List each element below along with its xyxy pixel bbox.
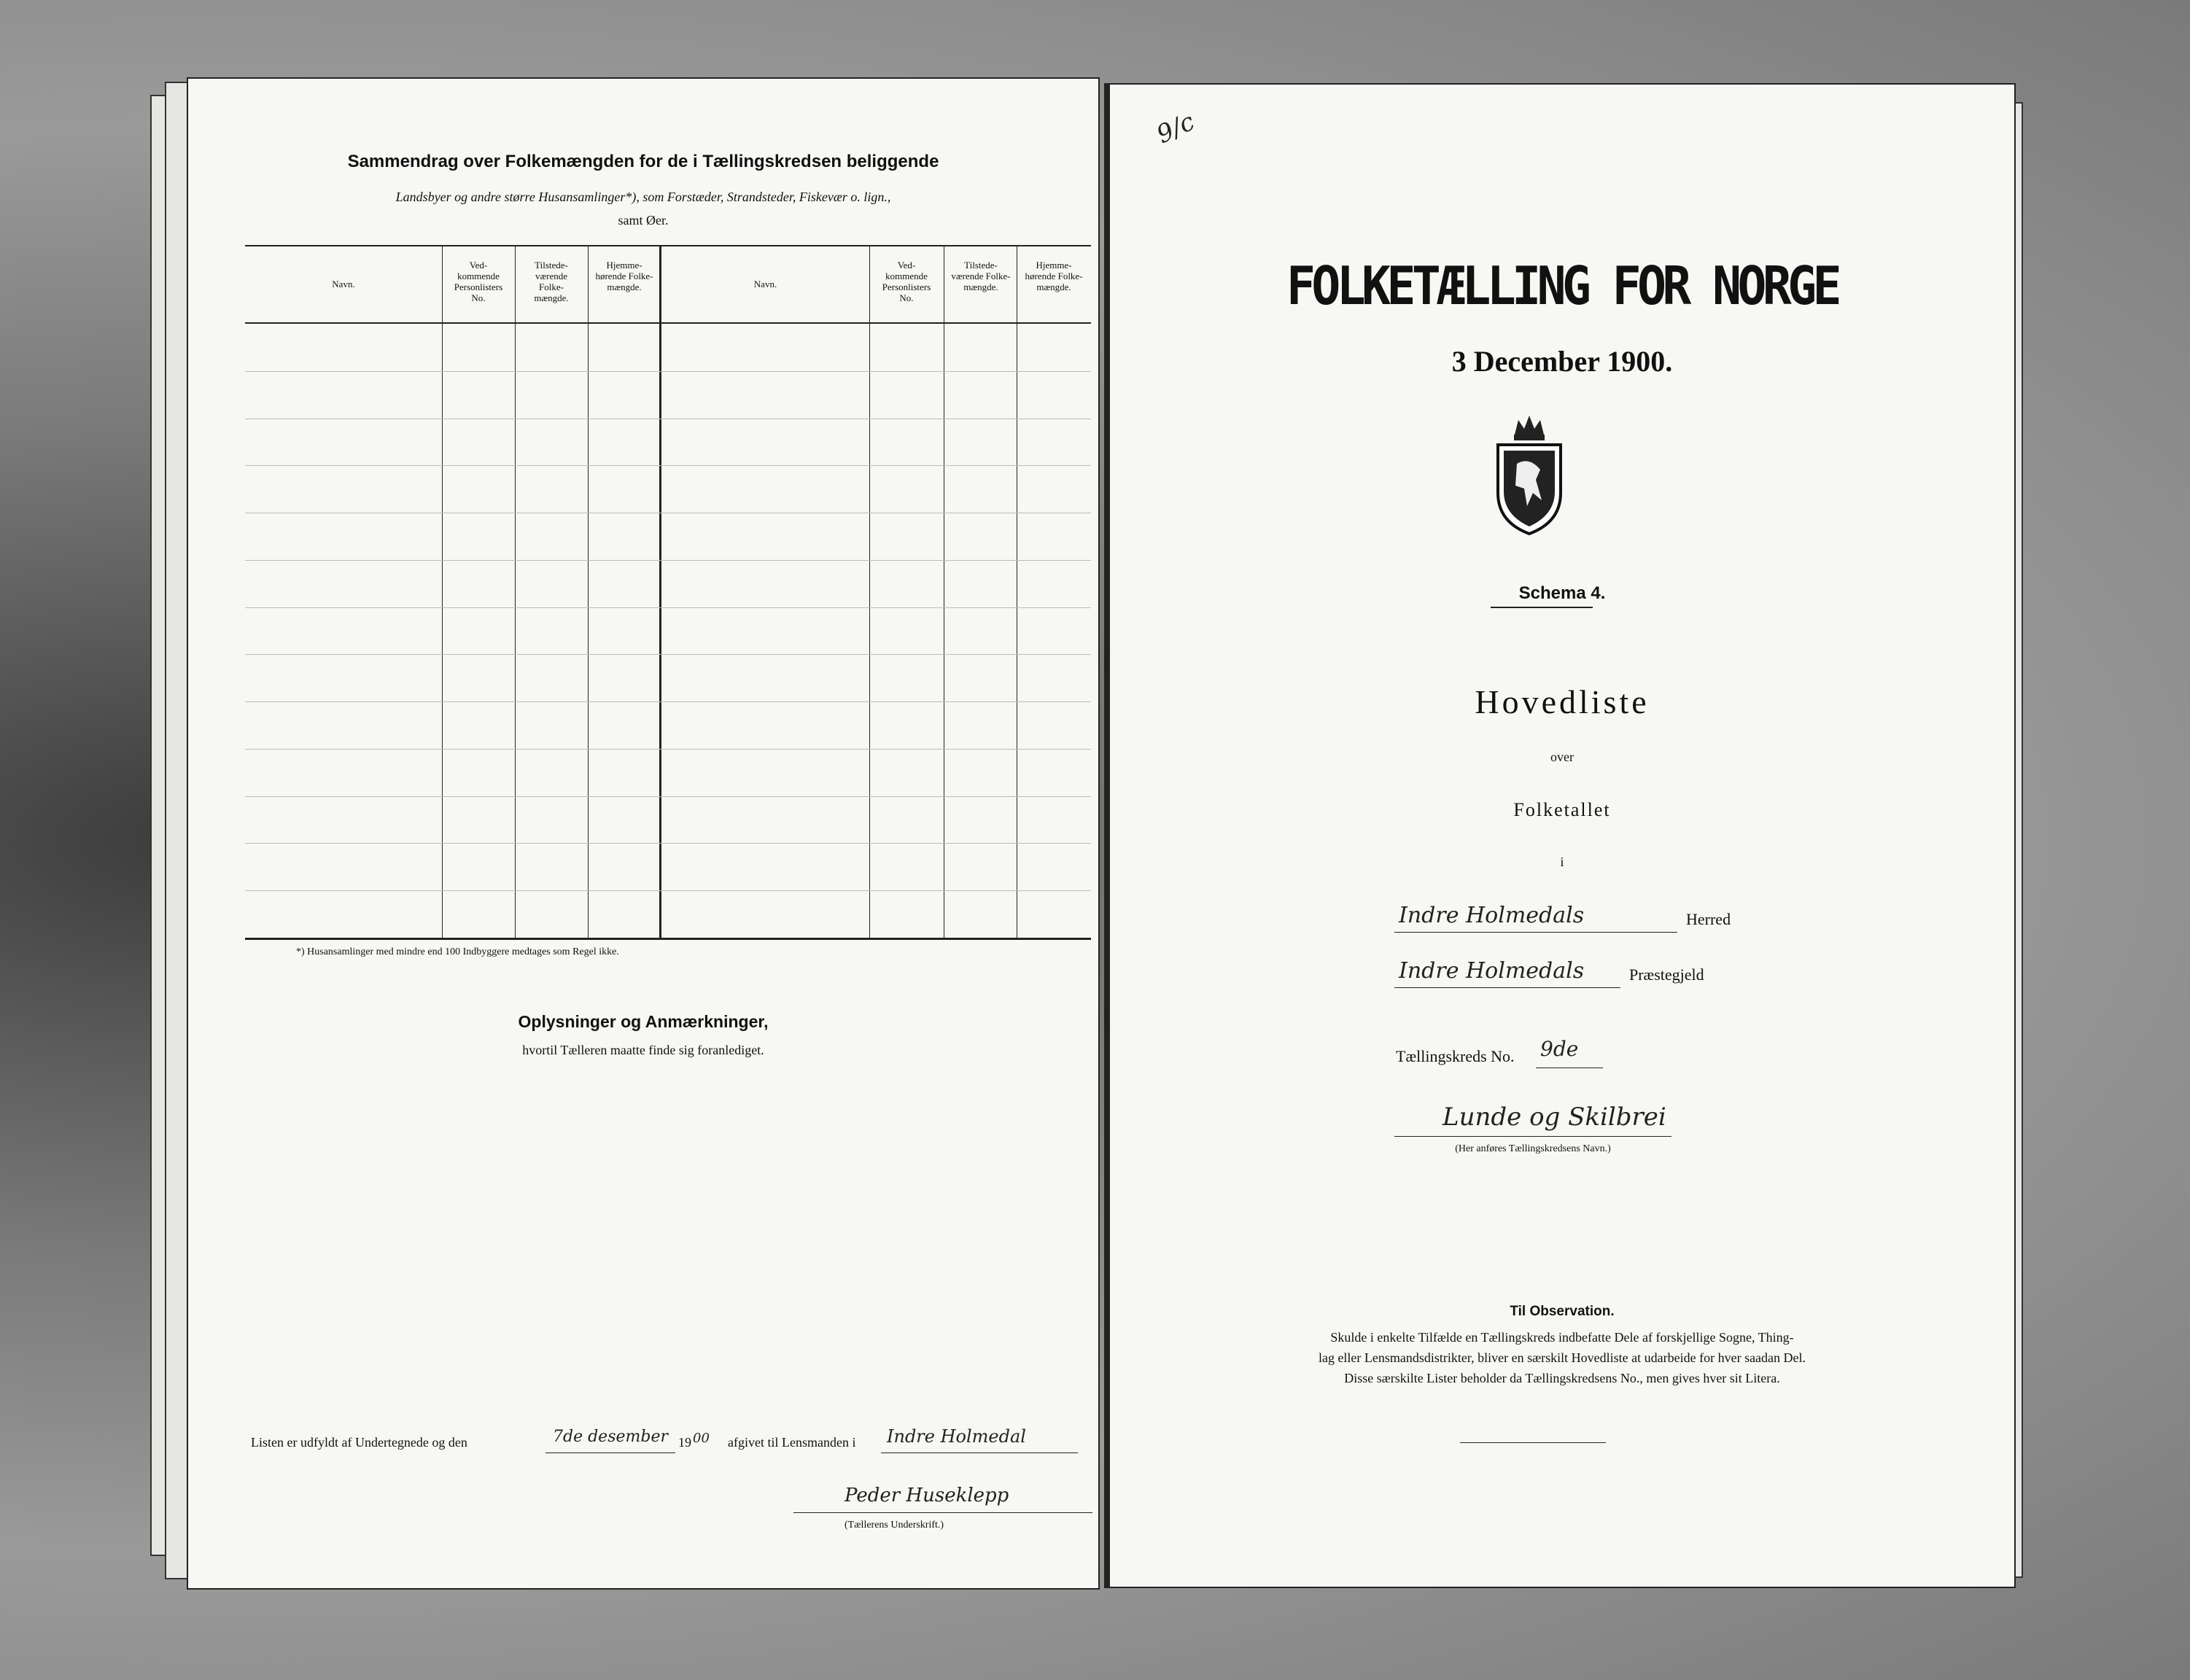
- table-row: [245, 796, 1091, 797]
- table-row: [245, 749, 1091, 750]
- kreds-name-caption: (Her anføres Tællingskredsens Navn.): [1455, 1143, 1611, 1154]
- census-title: FOLKETÆLLING FOR NORGE: [1286, 255, 1838, 316]
- header-hjemme-2: Hjemme-hørende Folke-mængde.: [1025, 260, 1083, 292]
- observation-title: Til Observation.: [1510, 1304, 1615, 1319]
- header-personlisters-1: Ved-kommende Personlisters No.: [454, 260, 503, 303]
- enumerator-signature: Peder Huseklepp: [844, 1485, 1009, 1506]
- signature-caption: (Tællerens Underskrift.): [844, 1520, 944, 1531]
- year-prefix: 19: [678, 1435, 691, 1450]
- kreds-number-handwritten: 9de: [1540, 1037, 1579, 1061]
- summary-table: [245, 245, 1091, 939]
- remarks-title: Oplysninger og Anmærkninger,: [518, 1012, 769, 1031]
- header-personlisters-2: Ved-kommende Personlisters No.: [882, 260, 931, 303]
- hovedliste-title: Hovedliste: [1475, 683, 1650, 720]
- i-label: i: [1560, 855, 1564, 869]
- table-row: [245, 843, 1091, 844]
- herred-handwritten: Indre Holmedals: [1399, 903, 1585, 928]
- summary-title: Sammendrag over Folkemængden for de i Tællingskredsen beliggende: [347, 152, 939, 171]
- table-row: [245, 654, 1091, 655]
- table-row: [245, 701, 1091, 702]
- table-row: [245, 371, 1091, 372]
- header-navn-1: Navn.: [332, 279, 355, 289]
- kreds-label: Tællingskreds No.: [1396, 1047, 1515, 1065]
- prestegjeld-handwritten: Indre Holmedals: [1399, 958, 1585, 984]
- footnote: *) Husansamlinger med mindre end 100 Indbyggere medtages som Regel ikke.: [296, 946, 619, 957]
- observation-line-1: Skulde i enkelte Tilfælde en Tællingskreds indbefatte Dele af forskjellige Sogne, Thing-: [1330, 1330, 1794, 1345]
- folketallet-label: Folketallet: [1513, 799, 1611, 820]
- header-navn-2: Navn.: [753, 279, 777, 289]
- remarks-subtitle: hvortil Tælleren maatte finde sig foranlediget.: [522, 1043, 764, 1057]
- coat-of-arms-icon: [1489, 413, 1569, 537]
- table-row: [245, 890, 1091, 891]
- margin-note: 9/c: [1152, 106, 1200, 150]
- table-row: [245, 465, 1091, 466]
- place-handwritten: Indre Holmedal: [887, 1426, 1026, 1447]
- summary-subtitle-1: Landsbyer og andre større Husansamlinger*), som Forstæder, Strandsteder, Fiskevær o. lign.,: [395, 190, 891, 204]
- over-label: over: [1550, 750, 1574, 764]
- year-handwritten: 00: [693, 1431, 710, 1446]
- left-page: [188, 79, 1098, 1588]
- header-tilstede-2: Tilstede-værende Folke-mængde.: [951, 260, 1011, 292]
- table-row: [245, 560, 1091, 561]
- table-row: [245, 607, 1091, 608]
- schema-label: Schema 4.: [1518, 583, 1606, 603]
- kreds-name-handwritten: Lunde og Skilbrei: [1442, 1102, 1666, 1132]
- signature-middle: afgivet til Lensmanden i: [728, 1435, 856, 1450]
- date-handwritten: 7de desember: [553, 1428, 668, 1446]
- signature-prefix: Listen er udfyldt af Undertegnede og den: [251, 1435, 467, 1450]
- right-page: [1106, 85, 2014, 1587]
- herred-label: Herred: [1686, 910, 1731, 928]
- observation-line-3: Disse særskilte Lister beholder da Tællingskredsens No., men gives hver sit Litera.: [1344, 1371, 1780, 1385]
- observation-line-2: lag eller Lensmandsdistrikter, bliver en særskilt Hovedliste at udarbeide for hver saadan Del.: [1318, 1350, 1806, 1365]
- header-hjemme-1: Hjemme-hørende Folke-mængde.: [595, 260, 653, 292]
- prestegjeld-label: Præstegjeld: [1629, 965, 1704, 984]
- header-tilstede-1: Tilstede-værende Folke-mængde.: [534, 260, 569, 303]
- summary-subtitle-2: samt Øer.: [618, 213, 669, 228]
- census-date: 3 December 1900.: [1451, 345, 1673, 378]
